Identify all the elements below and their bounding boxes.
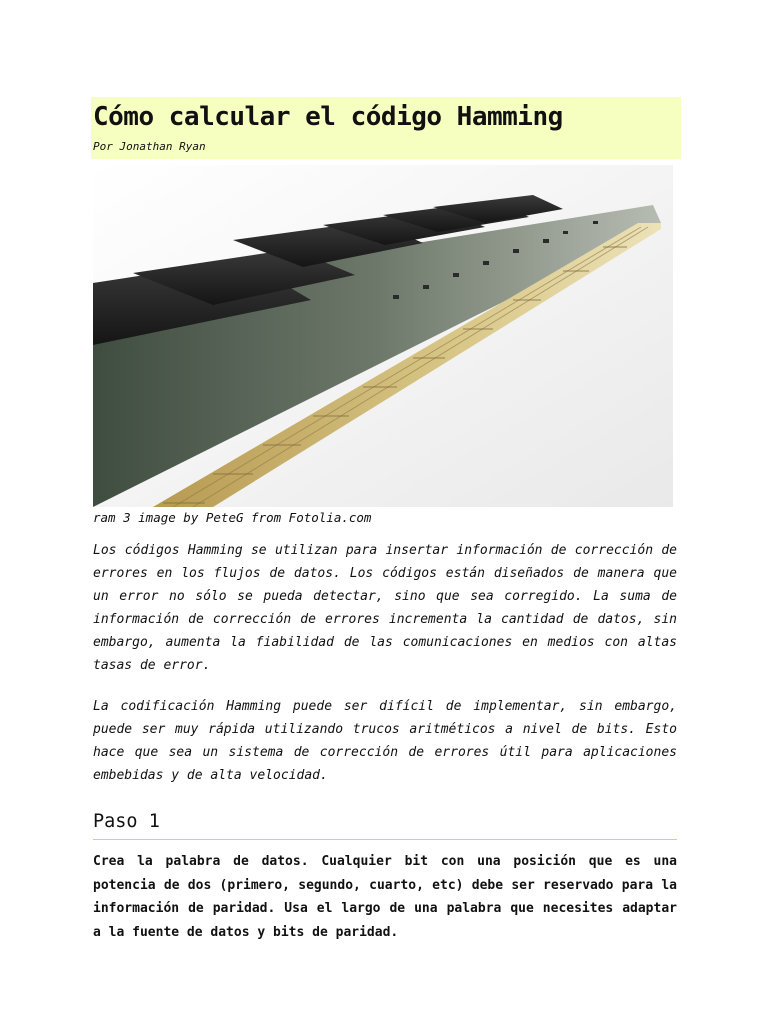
document-page bbox=[93, 97, 677, 944]
second-paragraph: La codificación Hamming puede ser difícil de implementar, sin embargo, puede ser muy rápida utilizando trucos aritméticos a nivel de bits. Esto hace que sea un sistema de corrección de errores útil para aplicaciones embebidas y de alta velocidad. bbox=[93, 699, 677, 783]
step-1-text: Crea la palabra de datos. Cualquier bit con una posición que es una potencia de dos (primero, segundo, cuarto, etc) debe ser reservado para la información de paridad. Usa el largo de una palabra que necesites adaptar a la fuente de datos y bits de paridad. bbox=[93, 854, 677, 940]
article-title: Cómo calcular el código Hamming bbox=[93, 102, 563, 132]
intro-paragraph: Los códigos Hamming se utilizan para insertar información de corrección de errores en los flujos de datos. Los códigos están diseñados de manera que un error no sólo se pueda detectar, sino que sea corregido. La suma de información de corrección de errores incrementa la cantidad de datos, sin embargo, aumenta la fiabilidad de las comunicaciones en medios con altas tasas de error. bbox=[93, 543, 677, 673]
article-byline: Por Jonathan Ryan bbox=[93, 140, 206, 153]
image-caption: ram 3 image by PeteG from Fotolia.com bbox=[93, 510, 372, 525]
title-block bbox=[91, 97, 681, 159]
step-1-heading: Paso 1 bbox=[93, 809, 677, 840]
ram-module-photo bbox=[93, 165, 673, 507]
